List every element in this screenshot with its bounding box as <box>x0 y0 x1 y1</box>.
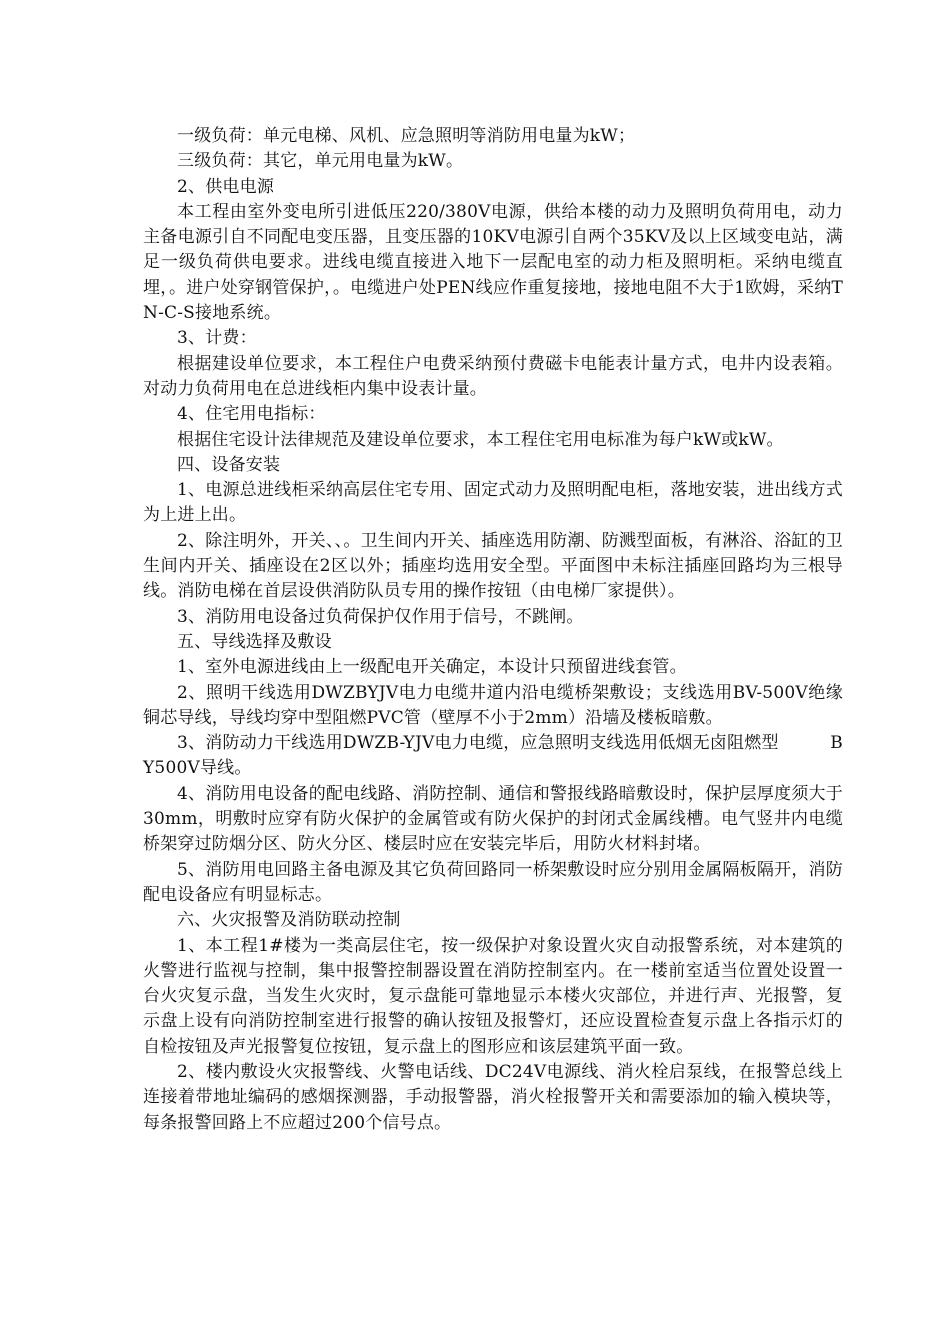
heading-wiring: 五、导线选择及敷设 <box>177 631 332 652</box>
heading-residential-index: 4、住宅用电指标： <box>177 404 326 425</box>
paragraph-equipment-1: 1、电源总进线柜采纳高层住宅专用、固定式动力及照明配电柜，落地安装，进出线方式为上进上出。 <box>143 480 843 526</box>
paragraph-load-level-3: 三级负荷：其它，单元用电量为kW。 <box>177 151 464 172</box>
heading-billing: 3、计费： <box>177 328 257 349</box>
paragraph-wiring-1: 1、室外电源进线由上一级配电开关确定，本设计只预留进线套管。 <box>177 657 687 678</box>
document-page <box>143 124 843 1136</box>
paragraph-wiring-4: 4、消防用电设备的配电线路、消防控制、通信和警报线路暗敷设时，保护层厚度须大于30mm，明敷时应穿有防火保护的金属管或有防火保护的封闭式金属线槽。电气竖井内电缆桥架穿过防烟分区、防火分区、楼层时应在安装完毕后，用防火材料封堵。 <box>143 783 843 855</box>
paragraph-power-supply: 本工程由室外变电所引进低压220/380V电源，供给本楼的动力及照明负荷用电，动力主备电源引自不同配电变压器，且变压器的10KV电源引自两个35KV及以上区域变电站，满足一级负荷供电要求。进线电缆直接进入地下一层配电室的动力柜及照明柜。采纳电缆直埋，。进户处穿钢管保护，。电缆进户处PEN线应作重复接地，接地电阻不大于1欧姆，采纳TN-C-S接地系统。 <box>143 201 843 324</box>
paragraph-equipment-3: 3、消防用电设备过负荷保护仅作用于信号，不跳闸。 <box>177 606 584 627</box>
paragraph-fire-alarm-1: 1、本工程1#楼为一类高层住宅，按一级保护对象设置火灾自动报警系统，对本建筑的火警进行监视与控制，集中报警控制器设置在消防控制室内。在一楼前室适当位置处设置一台火灾复示盘，当发生火灾时，复示盘能可靠地显示本楼火灾部位，并进行声、光报警，复示盘上设有向消防控制室进行报警的确认按钮及报警灯，还应设置检查复示盘上各指示灯的自检按钮及声光报警复位按钮，复示盘上的图形应和该层建筑平面一致。 <box>143 935 843 1057</box>
paragraph-load-level-1: 一级负荷：单元电梯、风机、应急照明等消防用电量为kW； <box>177 126 636 146</box>
paragraph-billing: 根据建设单位要求，本工程住户电费采纳预付费磁卡电能表计量方式，电井内设表箱。对动力负荷用电在总进线柜内集中设表计量。 <box>143 353 843 399</box>
heading-fire-alarm: 六、火灾报警及消防联动控制 <box>177 910 401 931</box>
paragraph-wiring-3: 3、消防动力干线选用DWZB-YJV电力电缆，应急照明支线选用低烟无卤阻燃型 BY500V导线。 <box>143 733 843 779</box>
paragraph-wiring-2: 2、照明干线选用DWZBYJV电力电缆井道内沿电缆桥架敷设；支线选用BV-500V绝缘铜芯导线，导线均穿中型阻燃PVC管（壁厚不小于2mm）沿墙及楼板暗敷。 <box>143 682 843 728</box>
heading-equipment-installation: 四、设备安装 <box>177 454 281 475</box>
paragraph-fire-alarm-2: 2、楼内敷设火灾报警线、火警电话线、DC24V电源线、消火栓启泵线，在报警总线上连接着带地址编码的感烟探测器，手动报警器，消火栓报警开关和需要添加的输入模块等，每条报警回路上不应超过200个信号点。 <box>143 1061 843 1133</box>
heading-power-supply: 2、供电电源 <box>177 176 275 197</box>
paragraph-residential-index: 根据住宅设计法律规范及建设单位要求，本工程住宅用电标准为每户kW或kW。 <box>177 429 784 450</box>
paragraph-equipment-2: 2、除注明外，开关、、。卫生间内开关、插座选用防潮、防溅型面板，有淋浴、浴缸的卫生间内开关、插座设在2区以外；插座均选用安全型。平面图中未标注插座回路均为三根导线。消防电梯在首层设供消防队员专用的操作按钮（由电梯厂家提供）。 <box>143 530 843 602</box>
paragraph-wiring-5: 5、消防用电回路主备电源及其它负荷回路同一桥架敷设时应分别用金属隔板隔开，消防配电设备应有明显标志。 <box>143 859 843 905</box>
